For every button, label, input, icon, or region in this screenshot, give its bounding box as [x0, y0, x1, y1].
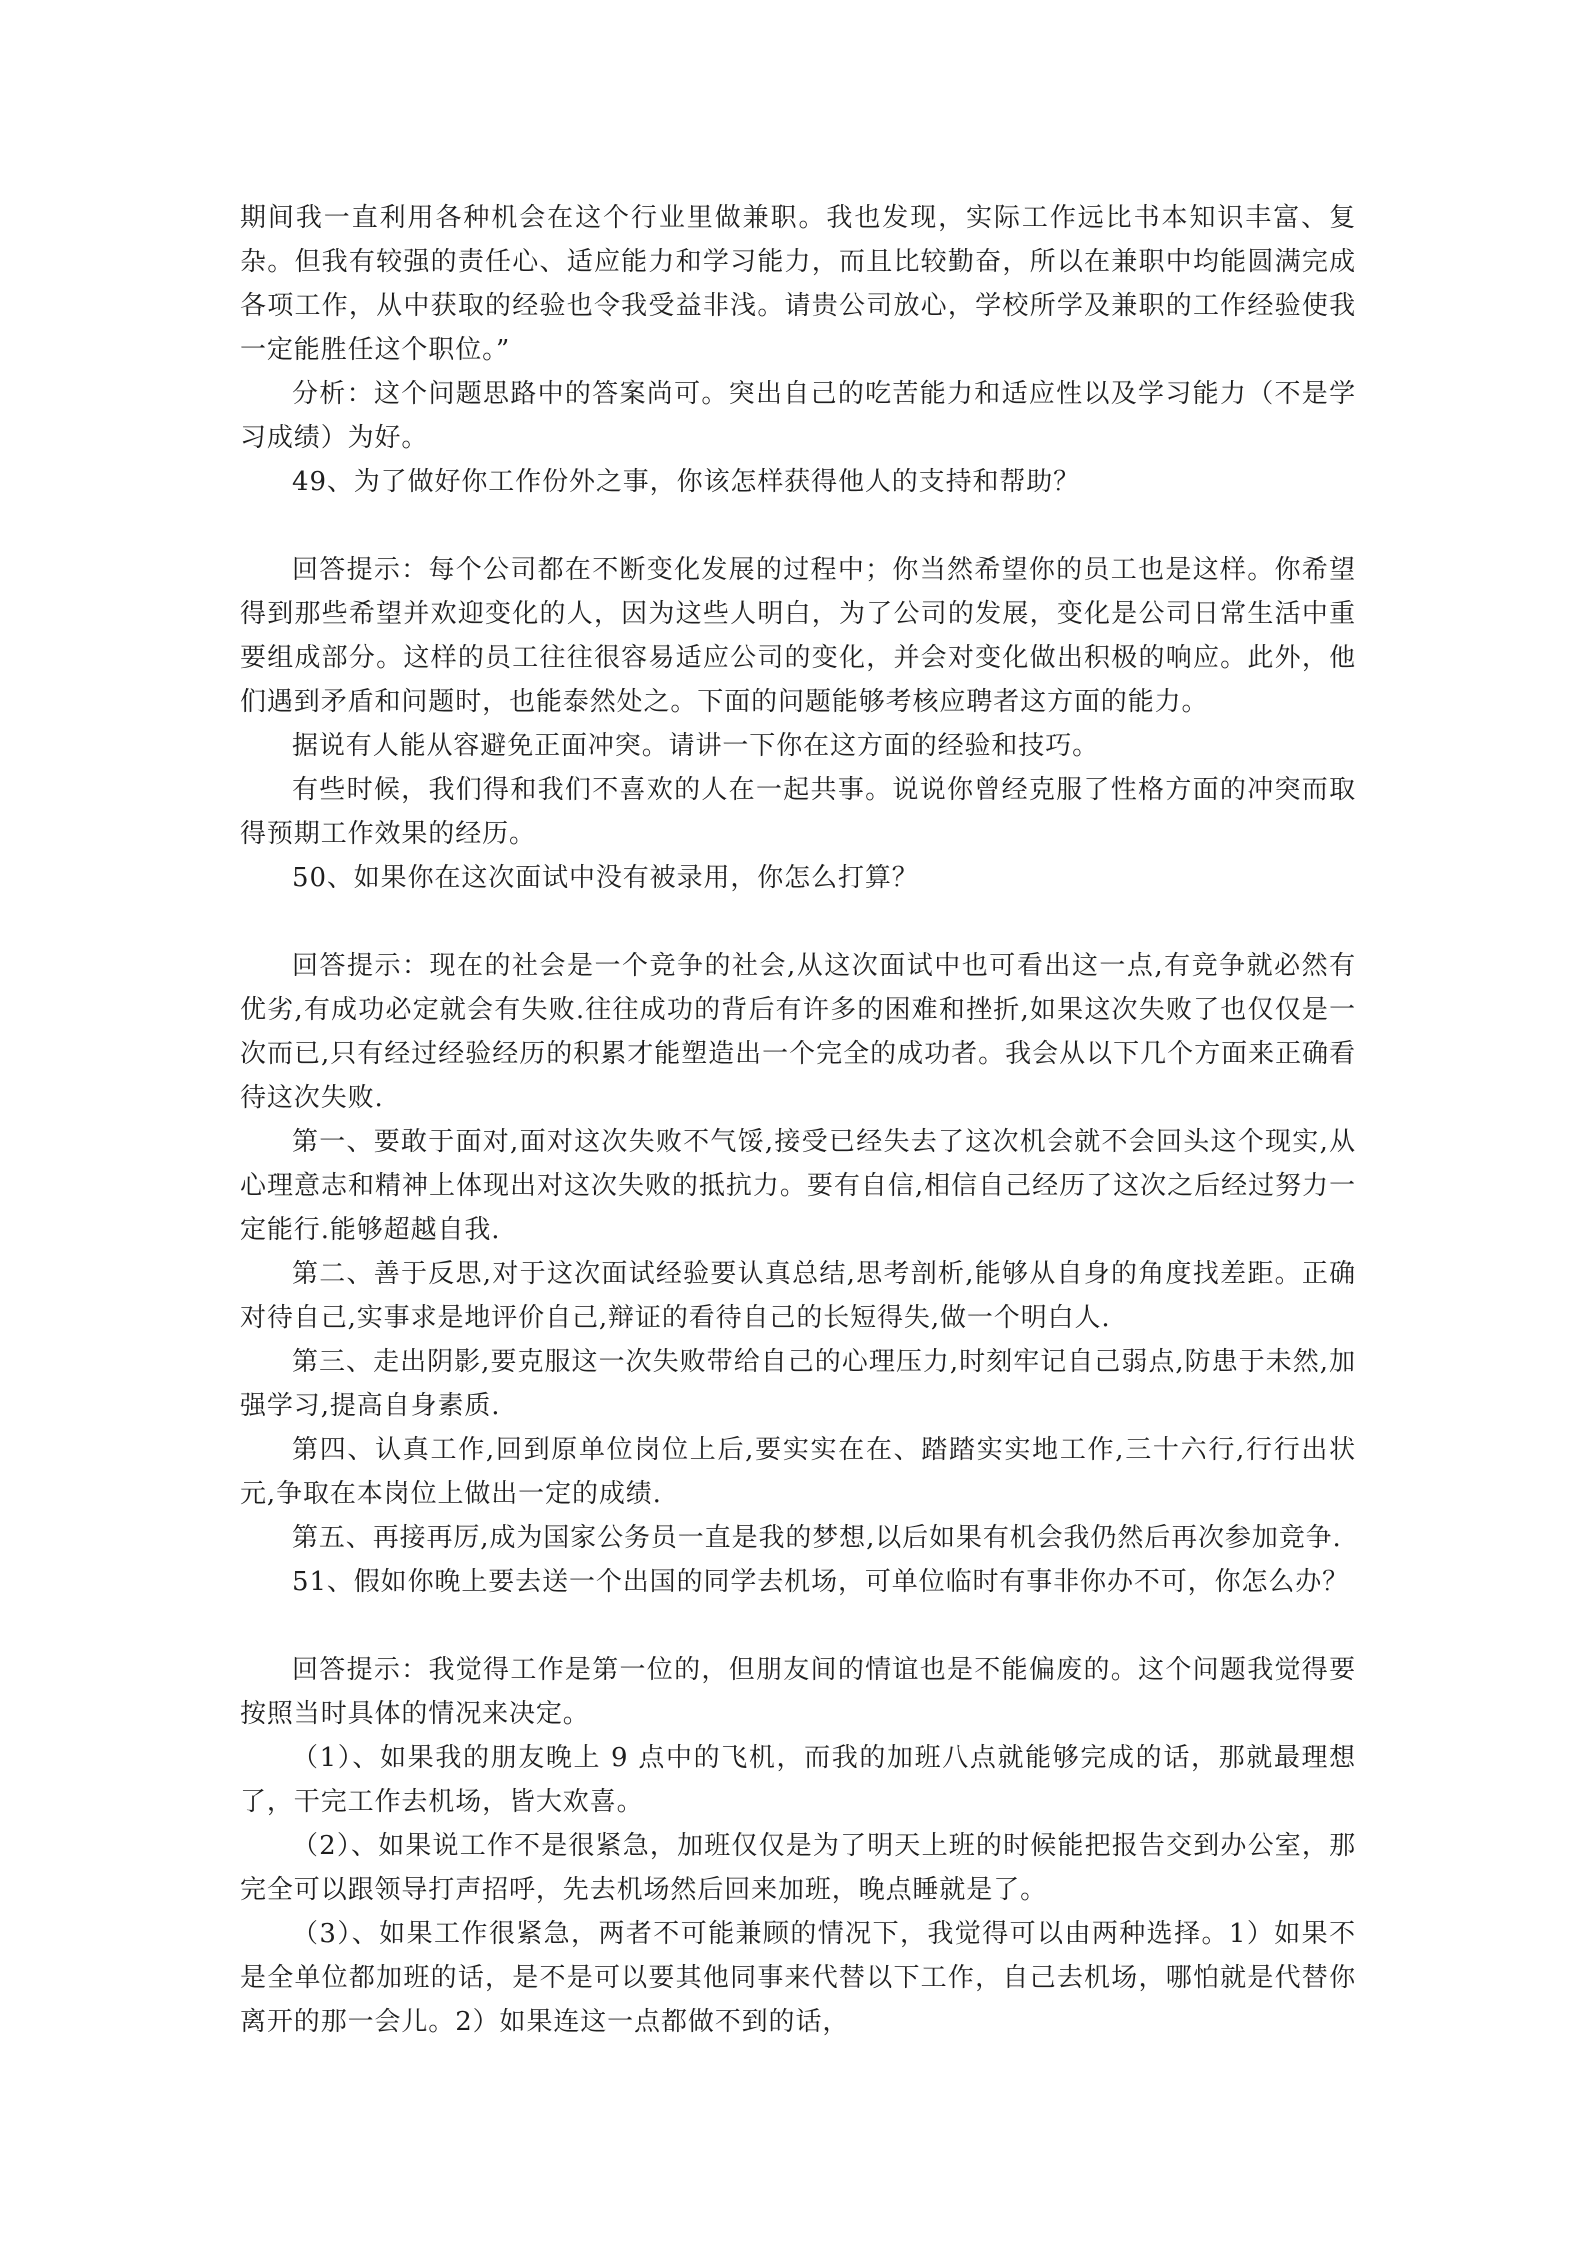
- question-51: 51、假如你晚上要去送一个出国的同学去机场，可单位临时有事非你办不可，你怎么办？: [292, 1567, 1350, 1597]
- answer-50-point-2: 第二、善于反思,对于这次面试经验要认真总结,思考剖析,能够从自身的角度找差距。正确对待自己,实事求是地评价自己,辩证的看待自己的长短得失,做一个明白人.: [240, 1259, 1356, 1333]
- answer-51-case-2: （2）、如果说工作不是很紧急，加班仅仅是为了明天上班的时候能把报告交到办公室，那完全可以跟领导打声招呼，先去机场然后回来加班，晚点睡就是了。: [240, 1831, 1356, 1905]
- blank-line: [240, 1604, 1356, 1648]
- paragraph-continuation: 期间我一直利用各种机会在这个行业里做兼职。我也发现，实际工作远比书本知识丰富、复杂。但我有较强的责任心、适应能力和学习能力，而且比较勤奋，所以在兼职中均能圆满完成各项工作，从中获取的经验也令我受益非浅。请贵公司放心，学校所学及兼职的工作经验使我一定能胜任这个职位。”: [240, 203, 1356, 365]
- answer-49: 回答提示：每个公司都在不断变化发展的过程中；你当然希望你的员工也是这样。你希望得到那些希望并欢迎变化的人，因为这些人明白，为了公司的发展，变化是公司日常生活中重要组成部分。这样的员工往往很容易适应公司的变化，并会对变化做出积极的响应。此外，他们遇到矛盾和问题时，也能泰然处之。下面的问题能够考核应聘者这方面的能力。: [240, 555, 1356, 717]
- answer-49-example-1: 据说有人能从容避免正面冲突。请讲一下你在这方面的经验和技巧。: [292, 731, 1100, 761]
- answer-50-point-5: 第五、再接再厉,成为国家公务员一直是我的梦想,以后如果有机会我仍然后再次参加竞争.: [292, 1523, 1342, 1553]
- question-49: 49、为了做好你工作份外之事，你该怎样获得他人的支持和帮助？: [292, 467, 1081, 497]
- blank-line: [240, 504, 1356, 548]
- paragraph-analysis: 分析：这个问题思路中的答案尚可。突出自己的吃苦能力和适应性以及学习能力（不是学习成绩）为好。: [240, 379, 1356, 453]
- document-page: [240, 196, 1356, 2044]
- answer-50-point-1: 第一、要敢于面对,面对这次失败不气馁,接受已经失去了这次机会就不会回头这个现实,从心理意志和精神上体现出对这次失败的抵抗力。要有自信,相信自己经历了这次之后经过努力一定能行.能够超越自我.: [240, 1127, 1356, 1245]
- answer-51: 回答提示：我觉得工作是第一位的，但朋友间的情谊也是不能偏废的。这个问题我觉得要按照当时具体的情况来决定。: [240, 1655, 1356, 1729]
- answer-50-point-4: 第四、认真工作,回到原单位岗位上后,要实实在在、踏踏实实地工作,三十六行,行行出状元,争取在本岗位上做出一定的成绩.: [240, 1435, 1356, 1509]
- answer-51-case-1: （1）、如果我的朋友晚上 9 点中的飞机，而我的加班八点就能够完成的话，那就最理想了，干完工作去机场，皆大欢喜。: [240, 1743, 1356, 1817]
- answer-50: 回答提示：现在的社会是一个竞争的社会,从这次面试中也可看出这一点,有竞争就必然有优劣,有成功必定就会有失败.往往成功的背后有许多的困难和挫折,如果这次失败了也仅仅是一次而已,只有经过经验经历的积累才能塑造出一个完全的成功者。我会从以下几个方面来正确看待这次失败.: [240, 951, 1356, 1113]
- question-50: 50、如果你在这次面试中没有被录用，你怎么打算？: [292, 863, 919, 893]
- answer-49-example-2: 有些时候，我们得和我们不喜欢的人在一起共事。说说你曾经克服了性格方面的冲突而取得预期工作效果的经历。: [240, 775, 1356, 849]
- answer-50-point-3: 第三、走出阴影,要克服这一次失败带给自己的心理压力,时刻牢记自己弱点,防患于未然,加强学习,提高自身素质.: [240, 1347, 1356, 1421]
- blank-line: [240, 900, 1356, 944]
- answer-51-case-3: （3）、如果工作很紧急，两者不可能兼顾的情况下，我觉得可以由两种选择。1）如果不是全单位都加班的话，是不是可以要其他同事来代替以下工作，自己去机场，哪怕就是代替你离开的那一会儿。2）如果连这一点都做不到的话，: [240, 1919, 1356, 2037]
